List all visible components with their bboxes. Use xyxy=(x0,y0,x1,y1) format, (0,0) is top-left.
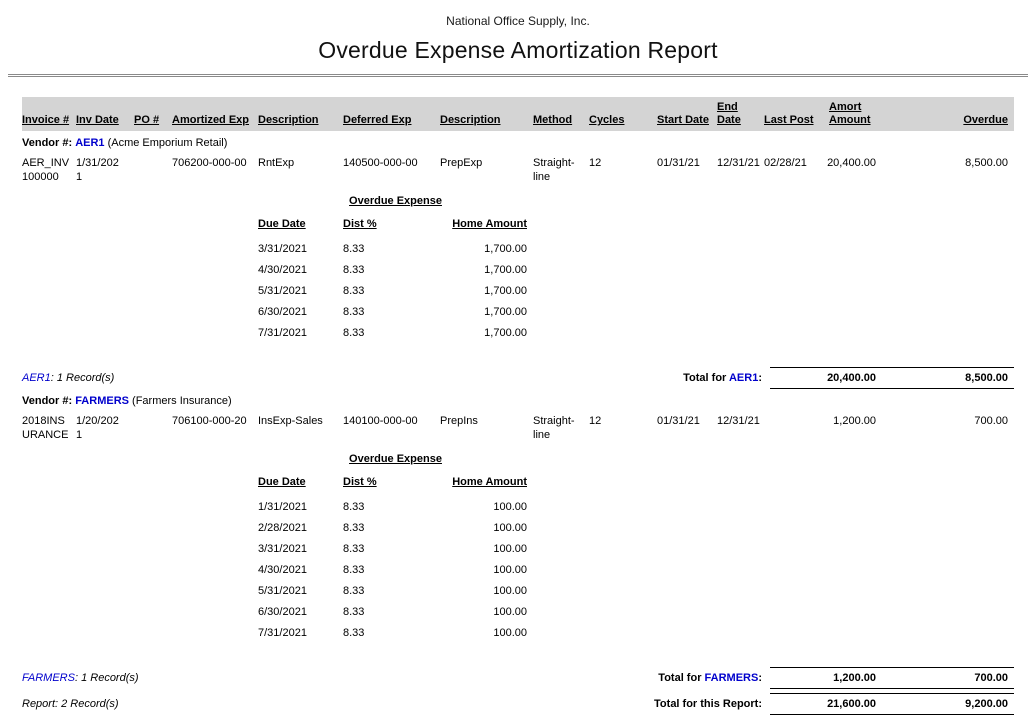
vendor-code-link[interactable]: AER1 xyxy=(22,372,51,384)
schedule-col-dist-pct: Dist % xyxy=(343,476,377,488)
cell-deferred-exp: 140100-000-00 xyxy=(343,415,418,427)
schedule-col-due-date: Due Date xyxy=(258,476,306,488)
schedule-dist-pct: 8.33 xyxy=(343,264,365,276)
schedule-row xyxy=(258,584,533,598)
cell-last-post: 02/28/21 xyxy=(764,157,807,169)
schedule-row xyxy=(258,500,533,514)
cell-deferred-desc: PrepExp xyxy=(440,157,483,169)
schedule-row xyxy=(258,326,533,340)
cell-deferred-desc: PrepIns xyxy=(440,415,478,427)
schedule-due-date: 4/30/2021 xyxy=(258,264,307,276)
col-header-deferred-desc: Description xyxy=(440,114,501,126)
col-header-start-date: Start Date xyxy=(657,114,709,126)
cell-start-date: 01/31/21 xyxy=(657,415,700,427)
cell-deferred-exp: 140500-000-00 xyxy=(343,157,418,169)
cell-overdue: 700.00 xyxy=(974,415,1008,427)
schedule-title: Overdue Expense xyxy=(349,453,442,465)
schedule-title: Overdue Expense xyxy=(349,195,442,207)
schedule-dist-pct: 8.33 xyxy=(343,627,365,639)
schedule-row xyxy=(258,626,533,640)
col-header-end-date: End Date xyxy=(717,101,741,126)
col-header-amortized-desc: Description xyxy=(258,114,319,126)
schedule-dist-pct: 8.33 xyxy=(343,585,365,597)
vendor-summary-row xyxy=(22,667,1014,689)
schedule-home-amount: 1,700.00 xyxy=(484,264,527,276)
vendor-summary-row xyxy=(22,367,1014,389)
schedule-due-date: 6/30/2021 xyxy=(258,606,307,618)
report-total-amort: 21,600.00 xyxy=(827,698,876,710)
cell-inv-date: 1/31/2021 xyxy=(76,157,119,183)
report-record-count: Report: 2 Record(s) xyxy=(22,698,119,710)
schedule-due-date: 6/30/2021 xyxy=(258,306,307,318)
page-title: Overdue Expense Amortization Report xyxy=(318,37,718,63)
record-count-text: : 1 Record(s) xyxy=(50,372,115,384)
vendor-header-line xyxy=(22,394,1014,408)
schedule-row xyxy=(258,305,533,319)
vendor-code-link[interactable]: FARMERS xyxy=(704,672,759,684)
schedule-dist-pct: 8.33 xyxy=(343,327,365,339)
cell-method: Straight-line xyxy=(533,157,575,183)
schedule-due-date: 7/31/2021 xyxy=(258,627,307,639)
invoice-row xyxy=(22,414,1014,442)
schedule-dist-pct: 8.33 xyxy=(343,285,365,297)
vendor-section-farmers xyxy=(22,394,1014,689)
report-total-box xyxy=(770,693,1014,715)
report-total-label: Total for this Report: xyxy=(654,698,762,710)
schedule-home-amount: 100.00 xyxy=(493,522,527,534)
vendor-total-label xyxy=(658,671,770,685)
schedule-home-amount: 1,700.00 xyxy=(484,327,527,339)
vendor-record-count xyxy=(22,671,658,685)
schedule-dist-pct: 8.33 xyxy=(343,606,365,618)
vendor-name: (Farmers Insurance) xyxy=(132,395,232,407)
record-count-text: : 1 Record(s) xyxy=(74,672,139,684)
vendor-total-box xyxy=(770,667,1014,689)
cell-amortized-exp: 706100-000-20 xyxy=(172,415,247,427)
schedule-home-amount: 100.00 xyxy=(493,606,527,618)
schedule-dist-pct: 8.33 xyxy=(343,243,365,255)
report-total-overdue: 9,200.00 xyxy=(965,698,1008,710)
schedule-due-date: 7/31/2021 xyxy=(258,327,307,339)
schedule-home-amount: 100.00 xyxy=(493,627,527,639)
overdue-expense-schedule xyxy=(258,452,533,640)
vendor-section-aer1 xyxy=(22,136,1014,389)
table-header-row xyxy=(22,97,1014,131)
schedule-due-date: 1/31/2021 xyxy=(258,501,307,513)
cell-amortized-desc: RntExp xyxy=(258,157,295,169)
cell-end-date: 12/31/21 xyxy=(717,415,760,427)
vendor-total-amort: 20,400.00 xyxy=(827,372,876,384)
schedule-dist-pct: 8.33 xyxy=(343,543,365,555)
schedule-col-due-date: Due Date xyxy=(258,218,306,230)
schedule-due-date: 5/31/2021 xyxy=(258,285,307,297)
cell-cycles: 12 xyxy=(589,415,602,427)
total-for-text: Total for xyxy=(683,372,727,384)
vendor-header-line xyxy=(22,136,1014,150)
schedule-dist-pct: 8.33 xyxy=(343,522,365,534)
vendor-code-link[interactable]: AER1 xyxy=(728,372,759,384)
cell-invoice-number: 2018INSURANCE xyxy=(22,415,69,441)
schedule-dist-pct: 8.33 xyxy=(343,564,365,576)
col-header-cycles: Cycles xyxy=(589,114,625,126)
vendor-total-overdue: 8,500.00 xyxy=(965,372,1008,384)
overdue-expense-schedule xyxy=(258,194,533,340)
schedule-col-home-amount: Home Amount xyxy=(452,476,527,488)
vendor-record-count xyxy=(22,371,683,385)
cell-inv-date: 1/20/2021 xyxy=(76,415,119,441)
vendor-name: (Acme Emporium Retail) xyxy=(107,137,228,149)
col-header-amortized-exp: Amortized Exp xyxy=(172,114,250,126)
schedule-home-amount: 1,700.00 xyxy=(484,285,527,297)
cell-method: Straight-line xyxy=(533,415,575,441)
schedule-row xyxy=(258,263,533,277)
schedule-due-date: 2/28/2021 xyxy=(258,522,307,534)
col-header-method: Method xyxy=(533,114,573,126)
cell-amortized-desc: InsExp-Sales xyxy=(258,415,323,427)
col-header-po-number: PO # xyxy=(134,114,160,126)
vendor-total-overdue: 700.00 xyxy=(974,672,1008,684)
total-for-text: Total for xyxy=(658,672,702,684)
schedule-home-amount: 100.00 xyxy=(493,564,527,576)
title-divider xyxy=(8,74,1028,77)
vendor-total-label xyxy=(683,371,770,385)
vendor-total-amort: 1,200.00 xyxy=(833,672,876,684)
schedule-home-amount: 100.00 xyxy=(493,543,527,555)
schedule-due-date: 5/31/2021 xyxy=(258,585,307,597)
schedule-due-date: 4/30/2021 xyxy=(258,564,307,576)
colon: : xyxy=(758,672,762,684)
schedule-header-row xyxy=(258,475,533,489)
report-summary-row xyxy=(22,693,1014,715)
col-header-invoice-number: Invoice # xyxy=(22,114,70,126)
col-header-amort-amount: Amort Amount xyxy=(829,101,871,126)
schedule-row xyxy=(258,605,533,619)
cell-amortized-exp: 706200-000-00 xyxy=(172,157,247,169)
cell-amort-amount: 20,400.00 xyxy=(827,157,876,169)
vendor-number-label: Vendor #: xyxy=(22,395,73,407)
schedule-dist-pct: 8.33 xyxy=(343,306,365,318)
cell-cycles: 12 xyxy=(589,157,602,169)
company-name: National Office Supply, Inc. xyxy=(446,14,590,28)
schedule-row xyxy=(258,563,533,577)
vendor-code-link[interactable]: AER1 xyxy=(75,137,105,149)
cell-invoice-number: AER_INV100000 xyxy=(22,157,70,183)
cell-start-date: 01/31/21 xyxy=(657,157,700,169)
schedule-due-date: 3/31/2021 xyxy=(258,543,307,555)
cell-amort-amount: 1,200.00 xyxy=(833,415,876,427)
vendor-total-box xyxy=(770,367,1014,389)
colon: : xyxy=(758,372,762,384)
schedule-col-dist-pct: Dist % xyxy=(343,218,377,230)
schedule-row xyxy=(258,542,533,556)
schedule-col-home-amount: Home Amount xyxy=(452,218,527,230)
schedule-home-amount: 100.00 xyxy=(493,585,527,597)
schedule-header-row xyxy=(258,217,533,231)
vendor-code-link[interactable]: FARMERS xyxy=(22,672,75,684)
schedule-row xyxy=(258,521,533,535)
schedule-row xyxy=(258,284,533,298)
col-header-overdue: Overdue xyxy=(963,114,1008,126)
schedule-dist-pct: 8.33 xyxy=(343,501,365,513)
schedule-home-amount: 1,700.00 xyxy=(484,243,527,255)
schedule-row xyxy=(258,242,533,256)
schedule-home-amount: 100.00 xyxy=(493,501,527,513)
invoice-row xyxy=(22,156,1014,184)
schedule-due-date: 3/31/2021 xyxy=(258,243,307,255)
col-header-deferred-exp: Deferred Exp xyxy=(343,114,412,126)
cell-end-date: 12/31/21 xyxy=(717,157,760,169)
col-header-inv-date: Inv Date xyxy=(76,114,119,126)
cell-overdue: 8,500.00 xyxy=(965,157,1008,169)
schedule-home-amount: 1,700.00 xyxy=(484,306,527,318)
vendor-code-link[interactable]: FARMERS xyxy=(75,395,129,407)
vendor-number-label: Vendor #: xyxy=(22,137,73,149)
col-header-last-post: Last Post xyxy=(764,114,814,126)
